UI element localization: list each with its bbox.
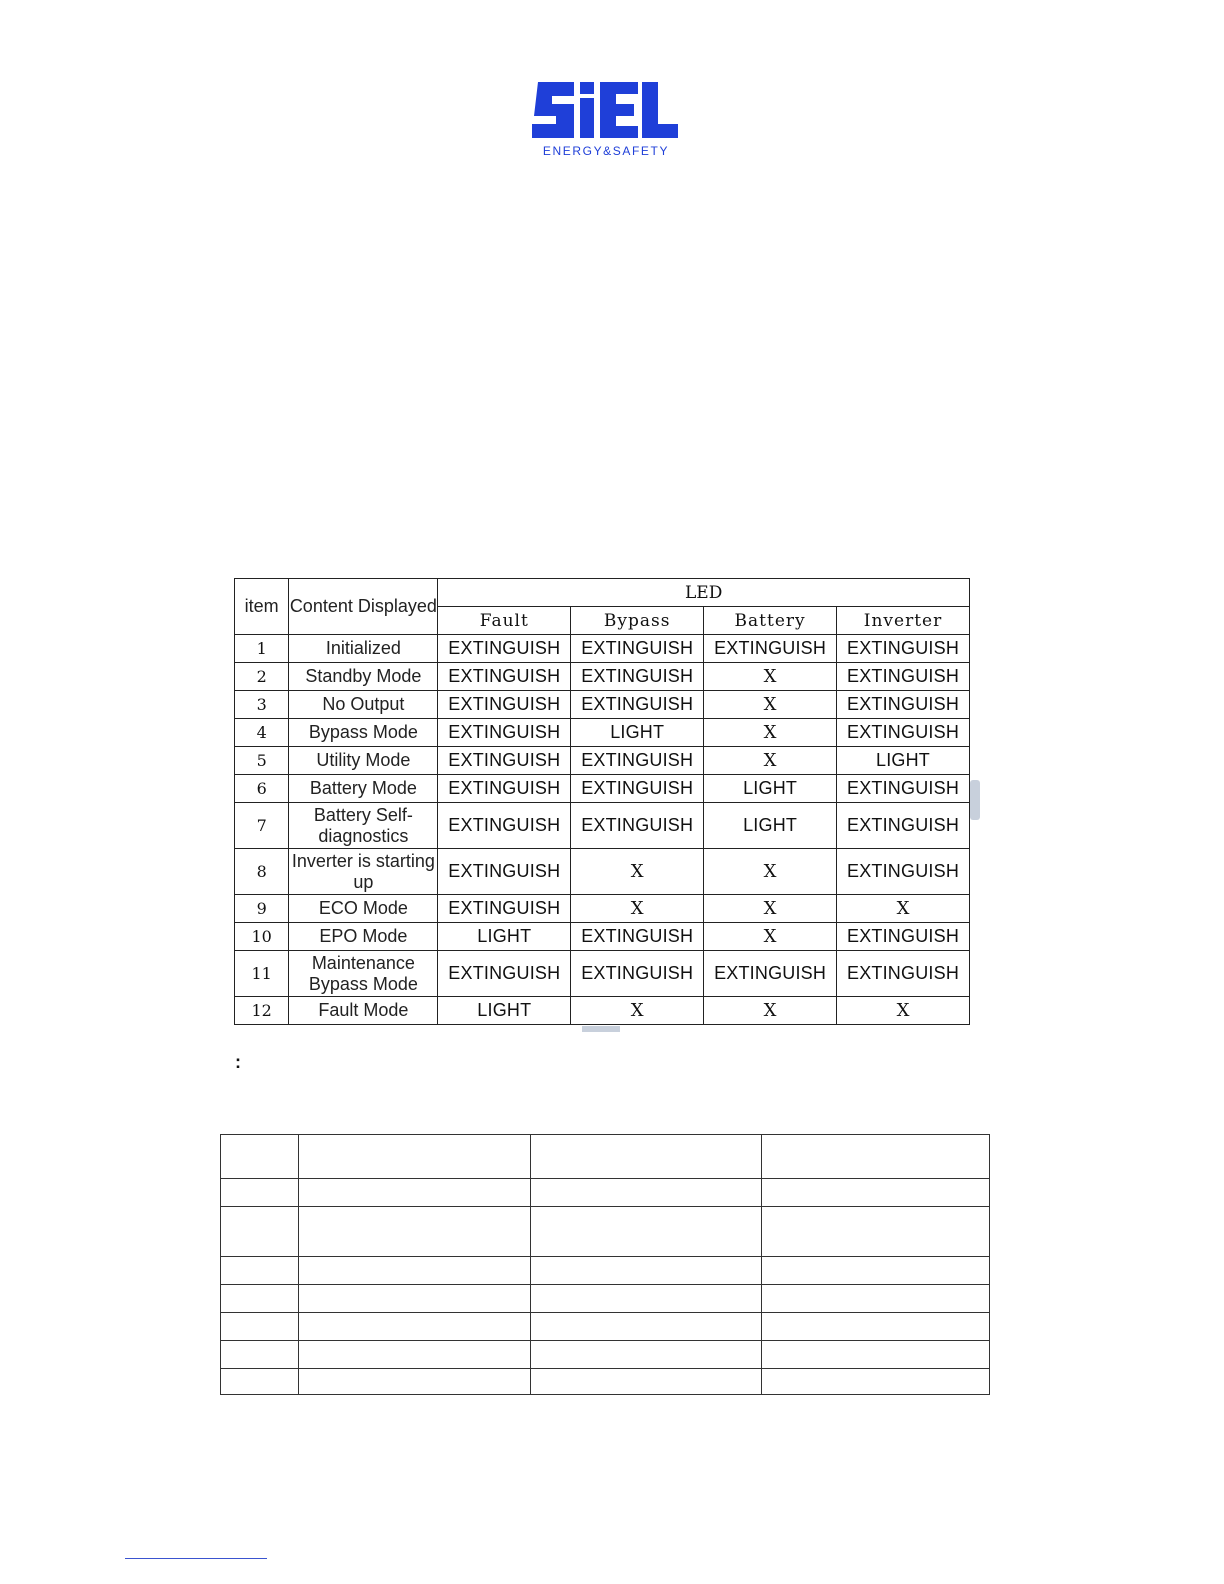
led-bypass-state: EXTINGUISH (571, 951, 704, 997)
table-cell (761, 1369, 762, 1394)
led-bypass-state: EXTINGUISH (571, 803, 704, 849)
led-battery-state: X (704, 719, 837, 747)
row-content-displayed: ECO Mode (289, 895, 438, 923)
header-bypass: Bypass (571, 607, 704, 635)
led-bypass-state: LIGHT (571, 719, 704, 747)
led-bypass-state: EXTINGUISH (571, 635, 704, 663)
table-row (235, 849, 970, 895)
led-fault-state: EXTINGUISH (438, 747, 571, 775)
row-item-number: 5 (235, 747, 289, 775)
row-content-displayed: No Output (289, 691, 438, 719)
scan-artifact (582, 1026, 620, 1032)
led-inverter-state: X (837, 997, 970, 1025)
row-item-number: 9 (235, 895, 289, 923)
row-content-displayed: Battery Self-diagnostics (289, 803, 438, 849)
led-fault-state: EXTINGUISH (438, 803, 571, 849)
led-bypass-state: EXTINGUISH (571, 747, 704, 775)
table-row (220, 1134, 990, 1178)
header-fault: Fault (438, 607, 571, 635)
footer-link-underline (125, 1558, 267, 1559)
led-battery-state: LIGHT (704, 775, 837, 803)
table-cell (761, 1285, 762, 1312)
led-fault-state: LIGHT (438, 997, 571, 1025)
table-cell (530, 1135, 531, 1178)
led-inverter-state: EXTINGUISH (837, 923, 970, 951)
table-row (235, 803, 970, 849)
table-cell (298, 1207, 299, 1256)
row-content-displayed: Initialized (289, 635, 438, 663)
row-content-displayed: Battery Mode (289, 775, 438, 803)
led-fault-state: EXTINGUISH (438, 635, 571, 663)
table-cell (761, 1179, 762, 1206)
table-row (220, 1340, 990, 1368)
row-item-number: 11 (235, 951, 289, 997)
row-item-number: 1 (235, 635, 289, 663)
table-row (235, 997, 970, 1025)
led-battery-state: EXTINGUISH (704, 635, 837, 663)
led-inverter-state: EXTINGUISH (837, 635, 970, 663)
led-battery-state: X (704, 849, 837, 895)
row-content-displayed: Inverter is starting up (289, 849, 438, 895)
led-inverter-state: EXTINGUISH (837, 775, 970, 803)
led-bypass-state: X (571, 895, 704, 923)
led-battery-state: X (704, 691, 837, 719)
led-fault-state: EXTINGUISH (438, 951, 571, 997)
table-cell (530, 1369, 531, 1394)
row-content-displayed: Standby Mode (289, 663, 438, 691)
led-inverter-state: EXTINGUISH (837, 663, 970, 691)
table-cell (530, 1179, 531, 1206)
led-inverter-state: LIGHT (837, 747, 970, 775)
led-table-body (235, 635, 970, 1025)
led-battery-state: X (704, 663, 837, 691)
led-bypass-state: X (571, 849, 704, 895)
table-row (235, 719, 970, 747)
led-inverter-state: EXTINGUISH (837, 849, 970, 895)
row-item-number: 12 (235, 997, 289, 1025)
led-bypass-state: EXTINGUISH (571, 663, 704, 691)
led-bypass-state: EXTINGUISH (571, 923, 704, 951)
row-item-number: 4 (235, 719, 289, 747)
led-inverter-state: EXTINGUISH (837, 951, 970, 997)
row-item-number: 6 (235, 775, 289, 803)
table-cell (761, 1207, 762, 1256)
table-row (235, 635, 970, 663)
header-led: LED (438, 579, 970, 607)
table-row (235, 691, 970, 719)
led-fault-state: EXTINGUISH (438, 849, 571, 895)
led-battery-state: X (704, 747, 837, 775)
row-content-displayed: Fault Mode (289, 997, 438, 1025)
table-row (235, 663, 970, 691)
led-battery-state: EXTINGUISH (704, 951, 837, 997)
siel-logo (528, 78, 684, 160)
note-colon: : (235, 1052, 241, 1072)
led-battery-state: X (704, 997, 837, 1025)
led-bypass-state: EXTINGUISH (571, 775, 704, 803)
led-fault-state: EXTINGUISH (438, 691, 571, 719)
table-cell (530, 1341, 531, 1368)
table-cell (298, 1285, 299, 1312)
table-row (220, 1256, 990, 1284)
row-item-number: 8 (235, 849, 289, 895)
table-cell (761, 1257, 762, 1284)
header-content-displayed: Content Displayed (289, 579, 438, 635)
table-cell (761, 1341, 762, 1368)
empty-table (220, 1134, 992, 1394)
led-inverter-state: X (837, 895, 970, 923)
row-content-displayed: Bypass Mode (289, 719, 438, 747)
table-cell (761, 1135, 762, 1178)
led-inverter-state: EXTINGUISH (837, 691, 970, 719)
table-row (235, 895, 970, 923)
table-row (235, 951, 970, 997)
row-item-number: 10 (235, 923, 289, 951)
led-battery-state: LIGHT (704, 803, 837, 849)
led-bypass-state: X (571, 997, 704, 1025)
table-cell (298, 1313, 299, 1340)
table-cell (298, 1179, 299, 1206)
table-cell (298, 1369, 299, 1394)
siel-logo-mark (528, 78, 684, 142)
led-battery-state: X (704, 923, 837, 951)
table-cell (298, 1257, 299, 1284)
header-inverter: Inverter (837, 607, 970, 635)
header-battery: Battery (704, 607, 837, 635)
table-row (220, 1206, 990, 1256)
led-fault-state: EXTINGUISH (438, 895, 571, 923)
table-cell (298, 1341, 299, 1368)
table-row (220, 1368, 990, 1395)
row-content-displayed: EPO Mode (289, 923, 438, 951)
table-cell (761, 1313, 762, 1340)
table-row (235, 923, 970, 951)
led-fault-state: EXTINGUISH (438, 719, 571, 747)
led-inverter-state: EXTINGUISH (837, 719, 970, 747)
led-status-table (234, 578, 970, 1025)
led-fault-state: LIGHT (438, 923, 571, 951)
led-fault-state: EXTINGUISH (438, 663, 571, 691)
table-row (235, 747, 970, 775)
row-item-number: 3 (235, 691, 289, 719)
row-item-number: 2 (235, 663, 289, 691)
led-battery-state: X (704, 895, 837, 923)
row-item-number: 7 (235, 803, 289, 849)
table-row (220, 1178, 990, 1206)
table-cell (530, 1285, 531, 1312)
table-cell (530, 1313, 531, 1340)
scan-artifact (970, 780, 980, 820)
header-item: item (235, 579, 289, 635)
logo-subtitle: ENERGY&SAFETY (542, 144, 670, 158)
table-cell (530, 1207, 531, 1256)
row-content-displayed: Utility Mode (289, 747, 438, 775)
led-inverter-state: EXTINGUISH (837, 803, 970, 849)
table-cell (530, 1257, 531, 1284)
table-row (235, 775, 970, 803)
led-bypass-state: EXTINGUISH (571, 691, 704, 719)
row-content-displayed: Maintenance Bypass Mode (289, 951, 438, 997)
led-fault-state: EXTINGUISH (438, 775, 571, 803)
table-row (220, 1312, 990, 1340)
table-row (220, 1284, 990, 1312)
table-cell (298, 1135, 299, 1178)
